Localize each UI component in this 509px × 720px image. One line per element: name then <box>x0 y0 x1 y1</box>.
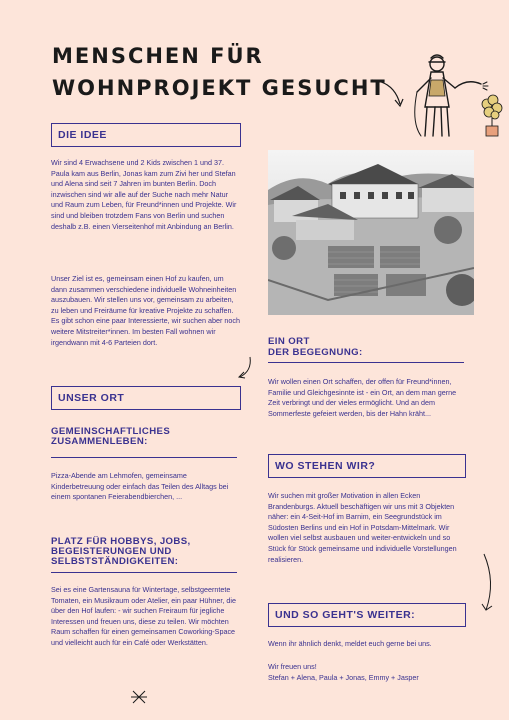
ort-sub-1: GEMEINSCHAFTLICHES ZUSAMMENLEBEN: <box>51 426 171 447</box>
arrow-down-left-icon <box>232 355 256 381</box>
gardener-illustration <box>395 52 505 142</box>
weiter-text-1: Wenn ihr ähnlich denkt, meldet euch gerne bei uns. <box>268 639 432 648</box>
section-heading-weiter <box>268 603 466 627</box>
page-title <box>52 40 387 104</box>
idee-paragraph-1: Wir sind 4 Erwachsene und 2 Kids zwischen 1 und 37. Paula kam aus Berlin, Jonas kam zum Zivi her und Stefan und Alena sind seit 7 Jahren im bunten Berlin. Doch inzwischen sind wir alle auf der Suche nach mehr Natur und Raum zum Leben, für Freund*innen und Projekte. Wir sind und bleiben trotzdem Fans von Berlin und suchen deshalb z.B. einen Vierseitenhof mit Anbindung an Berlin. <box>51 158 237 231</box>
idee-paragraph-2: Unser Ziel ist es, gemeinsam einen Hof zu kaufen, um dann zusammen verschiedene individuelle Wohneinheiten auszubauen. Wir stellen uns vor, gemeinsam zu arbeiten, zu leben und Freiräume für kreative Projekte zu schaffen. Es gibt schon eine paar Interessierte, wir suchen aber noch weitere Mitstreiter*innen. Im besten Fall wohnen wir irgendwann mit 4-6 Parteien dort. <box>51 274 240 347</box>
title-line-1: MENSCHEN FÜR <box>52 44 264 68</box>
section-heading-idee <box>51 123 241 147</box>
ort-sub-2: PLATZ FÜR HOBBYS, JOBS, BEGEISTERUNGEN UND SELBSTSTÄNDIGKEITEN: <box>51 536 191 567</box>
bracket-arrow-icon <box>478 552 500 618</box>
weiter-heading: UND SO GEHT'S WEITER: <box>275 609 416 621</box>
sparkle-icon <box>130 688 148 706</box>
ort-text-2: Sei es eine Gartensauna für Wintertage, selbstgeerntete Tomaten, ein Musikraum oder Atelier, ein paar Hühner, die über den Hof laufen: - wir suchen Freiraum für jegliche Interessen und freuen uns, diese zu teilen. Wir möchten Raum schaffen für einen gemeinsamen Coworking-Space und vielleicht auch für ein Café oder Werkstätten. <box>51 585 236 647</box>
begegnung-heading <box>268 336 458 358</box>
stand-text: Wir suchen mit großer Motivation in allen Ecken Brandenburgs. Aktuell beschäftigen wir uns mit 3 Objekten näher: ein 4-Seit-Hof im Barnim, ein Seegrundstück im Südosten Berlins und ein Hof in Potsdam-Mittelmark. Wir wollen viel selbst ausbauen und weiter-entwickeln und so Stück für Stück gemeinsame und individuelle Vorstellungen realisieren. <box>268 491 457 564</box>
village-photo <box>268 150 474 315</box>
weiter-text-2: Wir freuen uns! <box>268 662 317 671</box>
section-heading-stand <box>268 454 466 478</box>
begegnung-heading-line2: DER BEGEGNUNG: <box>268 347 363 358</box>
ort-rule-2 <box>51 572 237 573</box>
begegnung-rule <box>268 362 464 363</box>
begegnung-heading-line1: EIN ORT <box>268 336 310 347</box>
curved-arrow-icon <box>368 76 408 112</box>
section-heading-ort <box>51 386 241 410</box>
weiter-signature: Stefan + Alena, Paula + Jonas, Emmy + Jasper <box>268 673 419 682</box>
idee-heading: DIE IDEE <box>58 129 107 141</box>
ort-rule-1 <box>51 457 237 458</box>
begegnung-text: Wir wollen einen Ort schaffen, der offen für Freund*innen, Familie und Gleichgesinnte ist - ein Ort, an dem man gerne Zeit verbringt und der vieles ermöglicht. Und an dem Sommerfeste gefeiert werden, bis der Hahn kräht... <box>268 377 457 418</box>
title-line-2: WOHNPROJEKT GESUCHT <box>52 76 387 100</box>
ort-heading: UNSER ORT <box>58 392 125 404</box>
stand-heading: WO STEHEN WIR? <box>275 460 376 472</box>
ort-text-1: Pizza-Abende am Lehmofen, gemeinsame Kinderbetreuung oder einfach das Teilen des Alltags bei einem spontanen Feierabendbierchen, ... <box>51 471 229 502</box>
